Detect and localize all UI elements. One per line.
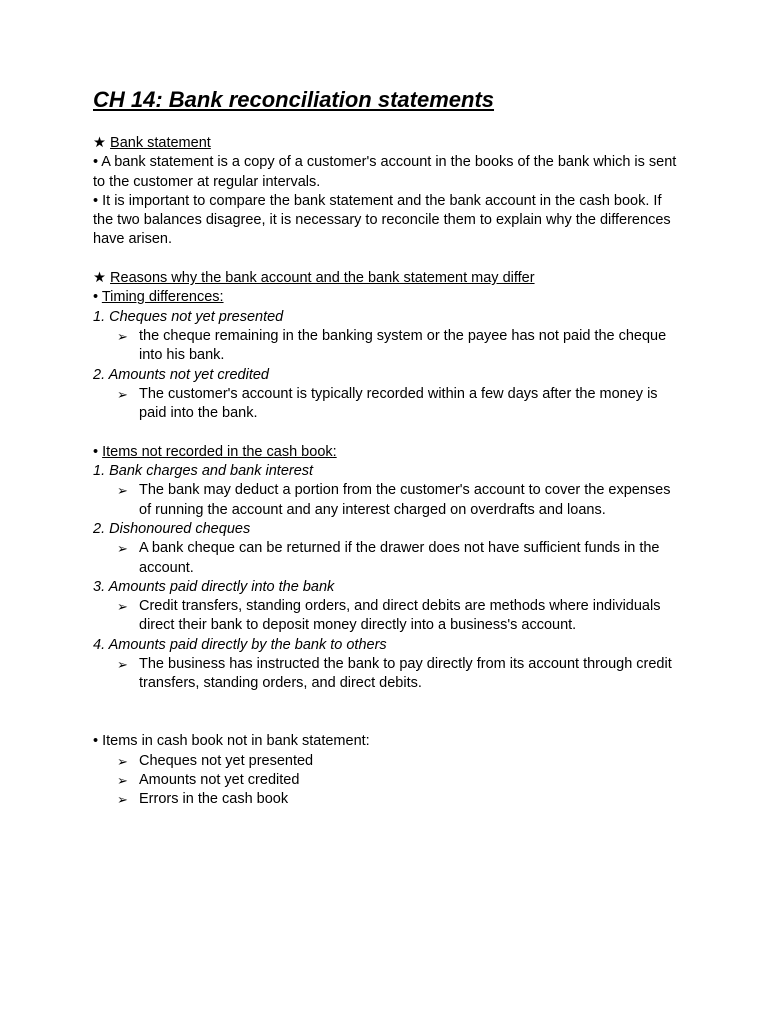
arrow-icon: ➢ <box>117 657 128 673</box>
detail-text: The customer's account is typically recorded within a few days after the money is paid into the bank. <box>139 385 658 422</box>
not-recorded-item-detail <box>93 597 683 636</box>
arrow-icon: ➢ <box>117 328 128 344</box>
not-recorded-item-detail <box>93 655 683 694</box>
cashbook-item-text: Amounts not yet credited <box>139 771 300 788</box>
timing-heading-line <box>93 288 683 307</box>
reasons-heading-line <box>93 269 683 288</box>
bank-statement-para-1: • A bank statement is a copy of a customer's account in the books of the bank which is sent to the customer at regular intervals. <box>93 154 677 190</box>
arrow-icon: ➢ <box>117 483 128 499</box>
timing-item-detail <box>93 327 683 366</box>
bank-statement-heading-line <box>93 134 683 153</box>
not-recorded-heading-line <box>93 443 683 462</box>
star-icon: ★ <box>93 270 106 287</box>
cashbook-item-text: Errors in the cash book <box>139 791 289 808</box>
arrow-icon: ➢ <box>117 541 128 557</box>
timing-item-detail <box>93 385 683 424</box>
not-recorded-item-label: 3. Amounts paid directly into the bank <box>93 578 335 595</box>
cashbook-item <box>93 771 683 790</box>
detail-text: the cheque remaining in the banking system or the payee has not paid the cheque into his bank. <box>139 327 667 364</box>
bullet: • <box>93 289 102 306</box>
arrow-icon: ➢ <box>117 599 128 615</box>
detail-text: A bank cheque can be returned if the drawer does not have sufficient funds in the account. <box>139 540 660 576</box>
cashbook-item <box>93 752 683 771</box>
timing-heading: Timing differences: <box>101 289 224 306</box>
bank-statement-para-2: • It is important to compare the bank statement and the bank account in the cash book. If the two balances disagree, it is necessary to reconcile them to explain why the differences have arisen. <box>93 192 671 248</box>
detail-text: Credit transfers, standing orders, and direct debits are methods where individuals direct their bank to deposit money directly into a business's account. <box>139 598 661 634</box>
detail-text: The business has instructed the bank to pay directly from its account through credit transfers, standing orders, and direct debits. <box>139 656 672 692</box>
timing-item-label: 1. Cheques not yet presented <box>93 308 284 325</box>
arrow-icon: ➢ <box>117 772 128 788</box>
not-recorded-item-detail <box>93 539 683 578</box>
arrow-icon: ➢ <box>117 792 128 808</box>
arrow-icon: ➢ <box>117 753 128 769</box>
arrow-icon: ➢ <box>117 386 128 402</box>
page-title: CH 14: Bank reconciliation statements <box>93 87 495 112</box>
not-recorded-item-label: 2. Dishonoured cheques <box>93 520 251 537</box>
detail-text: The bank may deduct a portion from the customer's account to cover the expenses of running the account and any interest charged on overdrafts and loans. <box>139 482 671 518</box>
document-body <box>93 86 683 809</box>
cashbook-item <box>93 790 683 809</box>
timing-item-label: 2. Amounts not yet credited <box>93 366 269 383</box>
reasons-heading: Reasons why the bank account and the bank statement may differ <box>110 270 535 287</box>
star-icon: ★ <box>93 135 106 151</box>
not-recorded-item-label: 4. Amounts paid directly by the bank to others <box>93 636 387 653</box>
not-recorded-item-detail <box>93 481 683 520</box>
not-recorded-heading: Items not recorded in the cash book: <box>102 443 337 460</box>
bullet: • <box>93 443 103 460</box>
cashbook-heading: • Items in cash book not in bank statement: <box>93 733 370 750</box>
bank-statement-heading: Bank statement <box>110 135 211 151</box>
not-recorded-item-label: 1. Bank charges and bank interest <box>93 463 314 480</box>
cashbook-item-text: Cheques not yet presented <box>139 752 314 769</box>
